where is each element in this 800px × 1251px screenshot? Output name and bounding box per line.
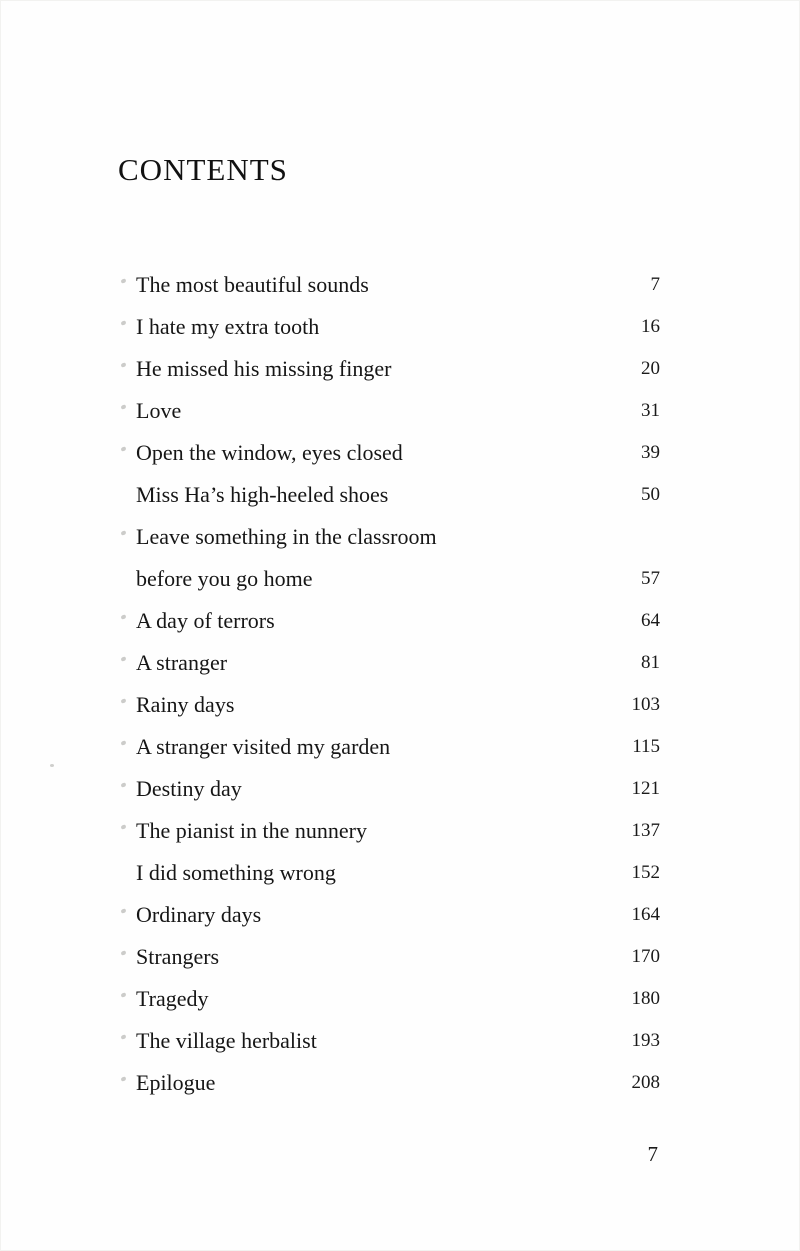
toc-entry [118,894,660,936]
entry-title-line: The village herbalist [136,1028,317,1053]
entry-title [136,348,616,390]
entry-title-line: Open the window, eyes closed [136,440,403,465]
entry-title [136,390,616,432]
mark-column [118,306,136,348]
scan-mark-icon [120,782,126,787]
entry-title-line: Epilogue [136,1070,216,1095]
entry-title [136,978,616,1020]
mark-column [118,516,136,600]
entry-page: 137 [631,820,660,841]
scan-mark-icon [120,992,126,997]
mark-column [118,642,136,684]
entry-title [136,684,616,726]
entry-page: 20 [641,358,660,379]
entry-title-line: Destiny day [136,776,242,801]
scan-mark-icon [120,950,126,955]
entry-title [136,768,616,810]
mark-column [118,432,136,474]
scan-mark-icon [120,1034,126,1039]
entry-title [136,852,616,894]
entry-title [136,474,616,516]
mark-column [118,390,136,432]
toc-entry [118,936,660,978]
mark-column [118,684,136,726]
mark-column [118,768,136,810]
mark-column [118,1062,136,1104]
toc-entry [118,264,660,306]
entry-title [136,306,616,348]
entry-title [136,894,616,936]
mark-column [118,978,136,1020]
toc-entry [118,810,660,852]
entry-page: 57 [641,568,660,589]
entry-page: 39 [641,442,660,463]
entry-page: 164 [631,904,660,925]
entry-page: 208 [631,1072,660,1093]
mark-column [118,264,136,306]
entry-page: 50 [641,484,660,505]
entry-title-line: The pianist in the nunnery [136,818,367,843]
entry-title [136,432,616,474]
entry-page: 103 [631,694,660,715]
entry-page: 152 [631,862,660,883]
entry-title [136,516,616,600]
toc-entry [118,306,660,348]
toc-entry [118,1020,660,1062]
scan-mark-icon [120,530,126,535]
entry-title [136,726,616,768]
contents-heading: CONTENTS [118,152,288,187]
scan-mark-icon [120,698,126,703]
page-folio: 7 [647,1142,658,1166]
entry-page: 170 [631,946,660,967]
scan-mark-icon [120,1076,126,1081]
entry-page: 81 [641,652,660,673]
toc-entry [118,348,660,390]
entry-title-line: Ordinary days [136,902,262,927]
entry-title [136,1062,616,1104]
entry-title [136,600,616,642]
entry-page: 31 [641,400,660,421]
scan-mark-icon [120,446,126,451]
entry-page: 121 [631,778,660,799]
entry-page: 115 [632,736,660,757]
mark-column [118,348,136,390]
entry-title-line: I hate my extra tooth [136,314,320,339]
entry-title [136,936,616,978]
mark-column [118,936,136,978]
entry-title-line: Tragedy [136,986,209,1011]
toc-entry [118,600,660,642]
entry-page: 180 [631,988,660,1009]
scan-mark-icon [120,740,126,745]
mark-column [118,474,136,516]
toc-entry [118,642,660,684]
scan-mark-icon [120,824,126,829]
entry-title-line: Rainy days [136,692,235,717]
mark-column [118,894,136,936]
entry-title [136,264,616,306]
toc-entry [118,432,660,474]
entry-title-line: The most beautiful sounds [136,272,369,297]
scan-artifact [50,764,54,767]
scan-mark-icon [120,404,126,409]
entry-page: 7 [650,274,660,295]
entry-title-line: A day of terrors [136,608,275,633]
toc-entry [118,1062,660,1104]
entry-title [136,642,616,684]
entry-title-line: I did something wrong [136,860,336,885]
entry-title-line: A stranger [136,650,228,675]
toc-entry [118,768,660,810]
scan-mark-icon [120,320,126,325]
entry-page: 193 [631,1030,660,1051]
toc-entry [118,852,660,894]
entry-title-line: Love [136,398,182,423]
toc-entry [118,516,660,600]
entry-title-line: He missed his missing finger [136,356,392,381]
mark-column [118,600,136,642]
scan-mark-icon [120,656,126,661]
toc-entry [118,390,660,432]
toc-entry [118,474,660,516]
scan-mark-icon [120,362,126,367]
entry-title-line: Leave something in the classroom [136,524,437,549]
mark-column [118,726,136,768]
toc-entry [118,726,660,768]
toc-entry [118,684,660,726]
entry-title [136,810,616,852]
toc-list [118,264,660,1104]
scan-mark-icon [120,908,126,913]
mark-column [118,852,136,894]
entry-title-line: Strangers [136,944,220,969]
entry-title-line: A stranger visited my garden [136,734,391,759]
entry-page: 64 [641,610,660,631]
scan-mark-icon [120,614,126,619]
entry-title-line: Miss Ha’s high-heeled shoes [136,482,389,507]
entry-page: 16 [641,316,660,337]
entry-title-line: before you go home [136,566,313,591]
scan-mark-icon [120,278,126,283]
mark-column [118,1020,136,1062]
toc-entry [118,978,660,1020]
entry-title [136,1020,616,1062]
mark-column [118,810,136,852]
